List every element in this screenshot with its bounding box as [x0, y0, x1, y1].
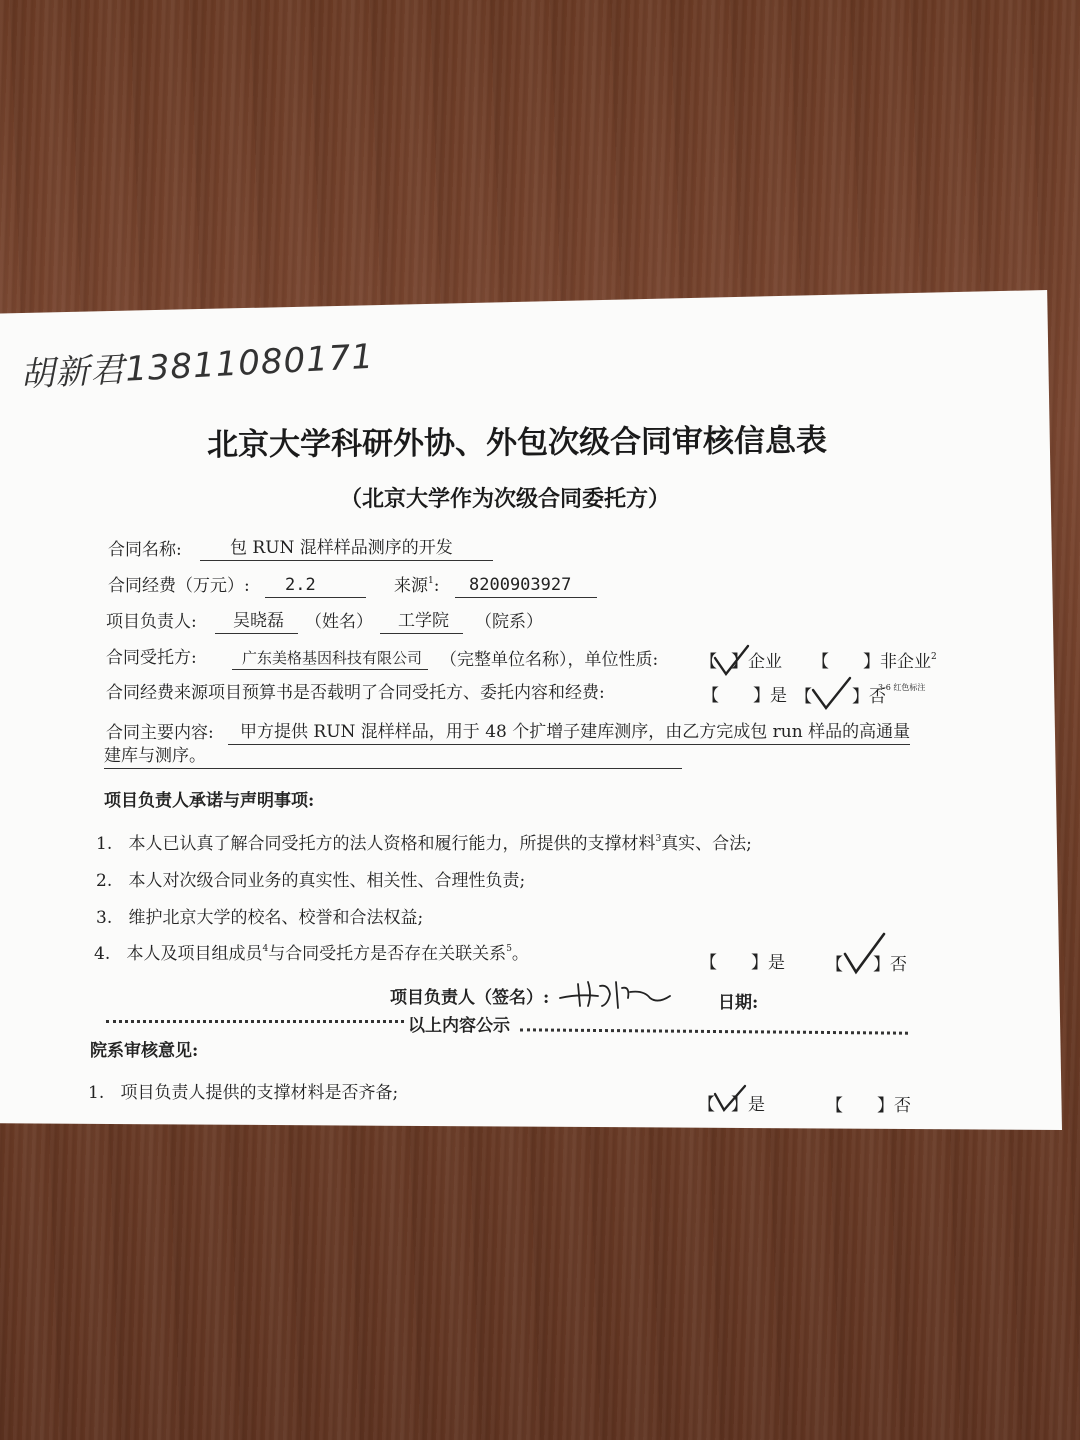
funding-source-value: 8200903927 — [455, 577, 597, 598]
budget-note-red-mark: 3-6 红色标注 — [878, 683, 926, 692]
budget-question-text: 合同经费来源项目预算书是否载明了合同受托方、委托内容和经费: — [106, 683, 605, 703]
pi-dept-value: 工学院 — [380, 613, 463, 634]
pi-handwritten-signature — [558, 976, 673, 1012]
content-label: 合同主要内容: — [106, 723, 214, 743]
date-label: 日期: — [718, 993, 759, 1013]
pi-label: 项目负责人: — [106, 612, 197, 632]
public-notice-label: 以上内容公示 — [408, 1016, 510, 1036]
commitment-item-1: 1. 本人已认真了解合同受托方的法人资格和履行能力，所提供的支撑材料$^3$真实、合法; — [96, 834, 752, 854]
commitment-item-4: 4. 本人及项目组成员$^4$与合同受托方是否存在关联关系$^5$。 — [94, 944, 529, 964]
item4-yes-option[interactable]: 【 】是 — [700, 953, 785, 973]
handwritten-contact-note: 胡新君13811080171 — [19, 336, 375, 396]
commitment-item-3: 3. 维护北京大学的校名、校誉和合法权益; — [96, 908, 424, 928]
review-item-1: 1. 项目负责人提供的支撑材料是否齐备; — [88, 1083, 399, 1103]
contract-name-label: 合同名称: — [108, 540, 182, 560]
contractee-value: 广东美格基因科技有限公司 — [232, 651, 428, 670]
item4-no-check-mark-icon — [842, 932, 888, 976]
nature-non-enterprise-option[interactable]: 【 】非企业$^2$ — [812, 652, 937, 672]
content-line-1: 甲方提供 RUN 混样样品，用于 48 个扩增子建库测序，由乙方完成包 run 样品的高通量 — [228, 724, 910, 745]
review-item1-yes-option[interactable]: 【 】是 — [698, 1095, 765, 1115]
budget-yes-option[interactable]: 【 】是 — [702, 686, 787, 706]
pi-name-suffix: （姓名） — [305, 612, 373, 632]
budget-no-check-mark-icon — [810, 676, 854, 712]
commitments-heading: 项目负责人承诺与声明事项: — [104, 791, 315, 811]
form-subtitle: （北京大学作为次级合同委托方） — [340, 486, 671, 512]
nature-enterprise-option[interactable]: 【 】企业 — [700, 652, 782, 672]
pi-dept-suffix: （院系） — [475, 612, 543, 632]
commitment-item-2: 2. 本人对次级合同业务的真实性、相关性、合理性负责; — [96, 871, 526, 891]
review-heading: 院系审核意见: — [90, 1041, 199, 1061]
content-line-2: 建库与测序。 — [104, 748, 682, 769]
signature-label: 项目负责人（签名）: — [390, 988, 550, 1008]
budget-no-option[interactable]: 【 】否 — [795, 687, 886, 707]
review-item1-no-option[interactable]: 【 】否 — [826, 1096, 911, 1116]
contract-name-value: 包 RUN 混样样品测序的开发 — [200, 540, 493, 561]
form-title: 北京大学科研外协、外包次级合同审核信息表 — [206, 422, 828, 464]
contract-amount-label: 合同经费（万元）: — [108, 576, 250, 596]
enterprise-check-mark-icon — [712, 644, 752, 678]
contractee-label: 合同受托方: — [106, 648, 197, 668]
public-notice-divider-left — [106, 1020, 404, 1023]
funding-source-label: 来源$^1$: — [394, 576, 440, 596]
contract-amount-value: 2.2 — [265, 577, 366, 598]
review-yes-check-mark-icon — [712, 1084, 748, 1114]
contractee-suffix: （完整单位名称），单位性质: — [440, 650, 659, 670]
item4-no-option[interactable]: 【 】否 — [826, 955, 907, 975]
pi-name-value: 吴晓磊 — [215, 613, 298, 634]
